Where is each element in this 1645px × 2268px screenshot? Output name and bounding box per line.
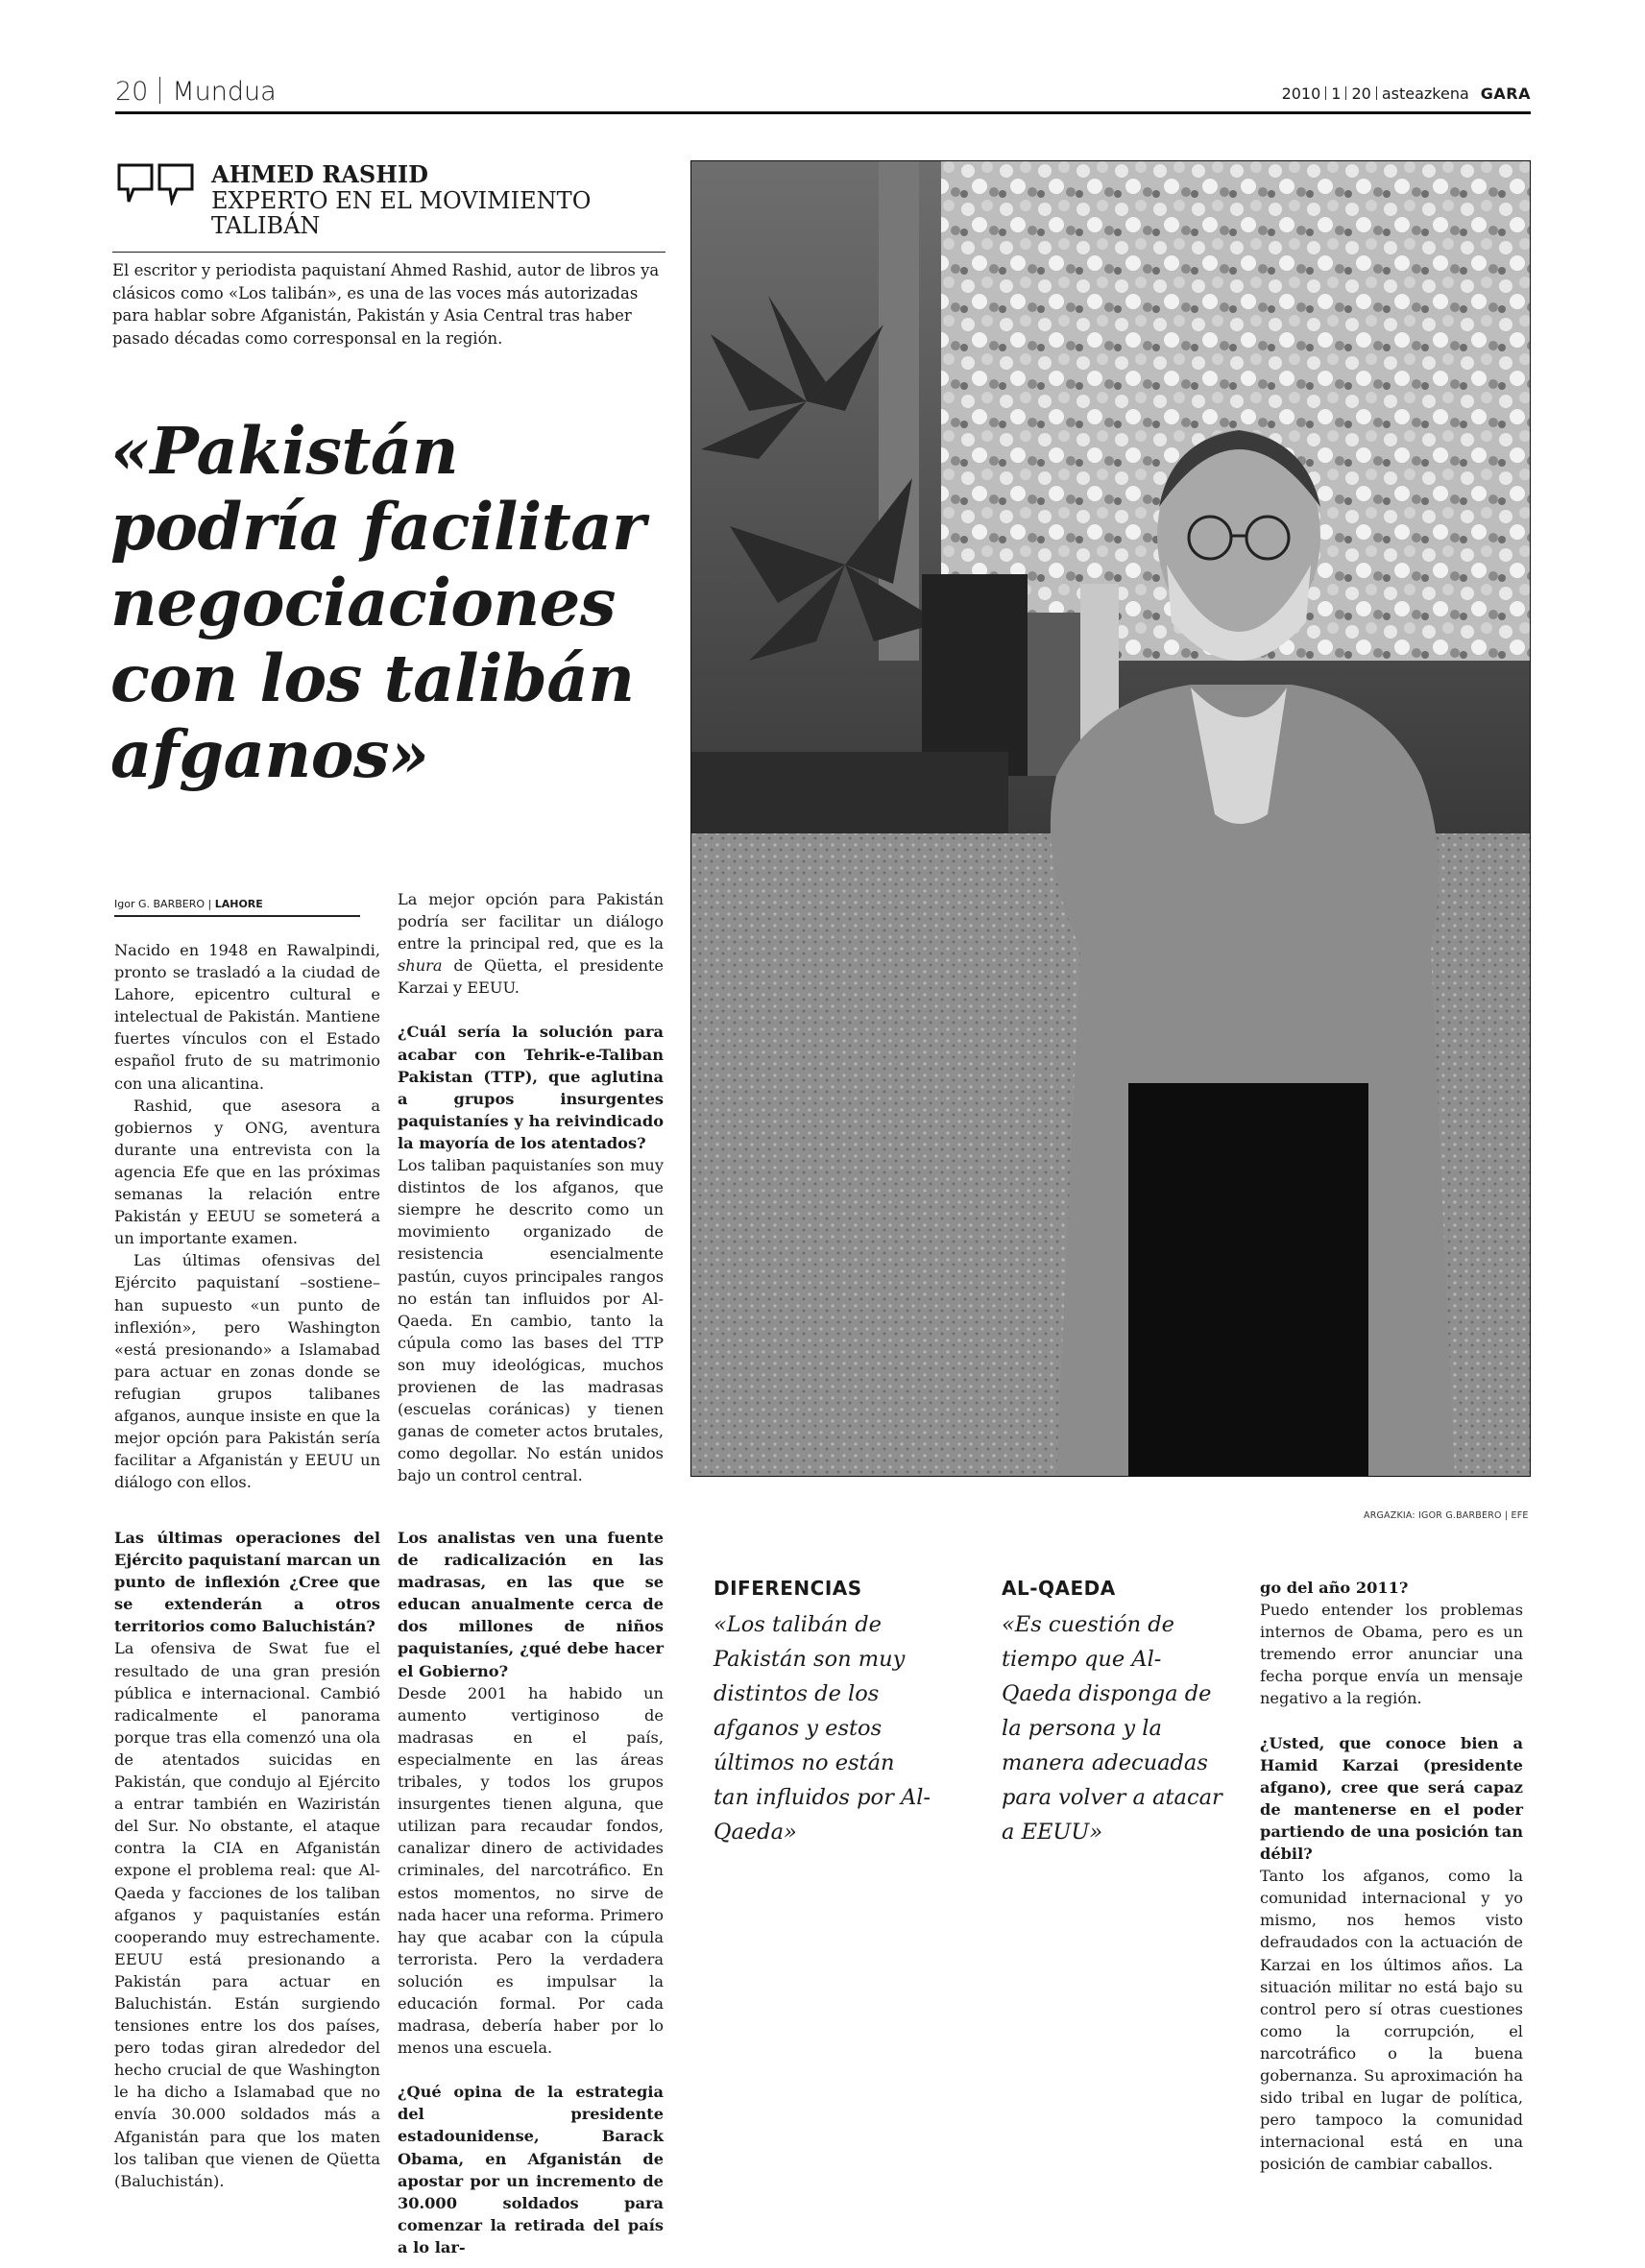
portrait-photo xyxy=(690,160,1531,1477)
interview-answer: Los taliban paquistaníes son muy distintos de los afganos, que siempre he descrito como un movimiento organizado de resistencia esencialmente pastún, cuyos principales rangos no están tan influidos por Al-Qaeda. En cambio, tanto la cúpula como las bases del TTP son muy ideológicas, muchos provienen de las madrasas (escuelas coránicas) y tienen ganas de cometer actos brutales, como degollar. No están unidos bajo un control central. xyxy=(398,1156,664,1485)
interview-question-continued: go del año 2011? xyxy=(1260,1579,1409,1597)
section-label xyxy=(115,77,277,107)
article-paragraph: Nacido en 1948 en Rawalpindi, pronto se trasladó a la ciudad de Lahore, epicentro cultural e intelectual de Pakistán. Mantiene fuertes vínculos con el Estado español fruto de su matrimonio con una alicantina. xyxy=(114,941,380,1093)
interview-question: Las últimas operaciones del Ejército paquistaní marcan un punto de inflexión ¿Cree que se extenderán a otros territorios como Baluchistán? xyxy=(114,1529,380,1636)
interviewee-kicker xyxy=(211,161,663,238)
article-paragraph: La mejor opción para Pakistán podría ser facilitar un diálogo entre la principal red, que es la shura de Qüetta, el presidente Karzai y EEUU. xyxy=(398,890,664,998)
speech-bubbles-icon xyxy=(117,163,196,205)
pull-quote-text: «Es cuestión de tiempo que Al-Qaeda disponga de la persona y la manera adecuadas para volver a atacar a EEUU» xyxy=(1002,1612,1222,1845)
weekday: asteazkena xyxy=(1381,84,1469,103)
pull-quote-text: «Los talibán de Pakistán son muy distintos de los afganos y estos últimos no están tan influidos por Al-Qaeda» xyxy=(714,1612,931,1845)
article-column-1-qa xyxy=(114,1527,380,2192)
article-column-1 xyxy=(114,939,380,1493)
byline-author: Igor G. BARBERO xyxy=(114,898,206,910)
date-day: 20 xyxy=(1351,84,1371,103)
article-column-5 xyxy=(1260,1577,1523,2175)
divider xyxy=(1376,86,1377,100)
interview-question: Los analistas ven una fuente de radicalización en las madrasas, en las que se educan anualmente cerca de dos millones de niños paquistaníes, ¿qué debe hacer el Gobierno? xyxy=(398,1529,664,1680)
pull-quote-diferencias xyxy=(714,1577,934,1849)
interview-question: ¿Qué opina de la estrategia del presidente estadounidense, Barack Obama, en Afganistán de apostar por un incremento de 30.000 soldados para comenzar la retirada del país a lo lar- xyxy=(398,2083,664,2256)
photo-illustration xyxy=(691,161,1531,1477)
interview-answer: Desde 2001 ha habido un aumento vertiginoso de madrasas en el país, especialmente en las áreas tribales, y todos los grupos insurgentes tienen alguna, que utilizan para recaudar fondos, canalizar dinero de actividades criminales, del narcotráfico. En estos momentos, no sirve de nada hacer una reforma. Primero hay que acabar con la cúpula terrorista. Pero la verdadera solución es impulsar la educación formal. Por cada madrasa, debería haber por lo menos una escuela. xyxy=(398,1683,664,2058)
page-number: 20 xyxy=(115,77,149,107)
byline-location: LAHORE xyxy=(214,898,263,910)
interviewee-title: EXPERTO EN EL MOVIMIENTO TALIBÁN xyxy=(211,187,592,239)
interview-answer: Tanto los afganos, como la comunidad internacional y yo mismo, nos hemos visto defraudados con la actuación de Karzai en los últimos años. La situación militar no está bajo su control pero sí otras cuestiones como la corrupción, el narcotráfico o la buena gobernanza. Su aproximación ha sido tribal en lugar de política, pero tampoco la comunidad internacional está en una posición de cambiar caballos. xyxy=(1260,1867,1523,2174)
issue-date xyxy=(1282,84,1531,103)
pull-quote-title: DIFERENCIAS xyxy=(714,1577,862,1600)
publication-logo: GARA xyxy=(1480,84,1531,103)
date-month: 1 xyxy=(1331,84,1342,103)
interviewee-name: AHMED RASHID xyxy=(211,160,428,188)
divider xyxy=(1345,86,1346,100)
emphasis: shura xyxy=(398,956,443,976)
divider xyxy=(1325,86,1326,100)
pull-quote-al-qaeda xyxy=(1002,1577,1222,1849)
divider: | xyxy=(207,898,215,910)
section-name: Mundua xyxy=(172,77,277,107)
intro-rule xyxy=(112,252,665,253)
interview-answer: Puedo entender los problemas internos de Obama, pero es un tremendo error anunciar una fecha porque envía un mensaje negativo a la región. xyxy=(1260,1601,1523,1708)
article-paragraph: Las últimas ofensivas del Ejército paquistaní –sostiene– han supuesto «un punto de inflexión», pero Washington «está presionando» a Islamabad para actuar en zonas donde se refugian grupos talibanes afganos, aunque insiste en que la mejor opción para Pakistán sería facilitar a Afganistán y EEUU un diálogo con ellos. xyxy=(114,1251,380,1492)
article-column-2-qa xyxy=(398,1527,664,2258)
article-paragraph: Rashid, que asesora a gobiernos y ONG, aventura durante una entrevista con la agencia Efe que en las próximas semanas la relación entre Pakistán y EEUU se someterá a un importante examen. xyxy=(114,1096,380,1248)
intro-summary: El escritor y periodista paquistaní Ahmed Rashid, autor de libros ya clásicos como «Los talibán», es una de las voces más autorizadas para hablar sobre Afganistán, Pakistán y Asia Central tras haber pasado décadas como corresponsal en la región. xyxy=(112,261,660,348)
date-year: 2010 xyxy=(1281,84,1321,103)
divider xyxy=(159,77,160,104)
interview-answer: La ofensiva de Swat fue el resultado de una gran presión pública e internacional. Cambió radicalmente el panorama porque tras ella comenzó una ola de atentados suicidas en Pakistán, que condujo al Ejército a entrar también en Waziristán del Sur. No obstante, el ataque contra la CIA en Afganistán expone el problema real: que Al-Qaeda y facciones de los taliban afganos y paquistaníes están cooperando muy estrechamente. EEUU está presionando a Pakistán para actuar en Baluchistán. Están surgiendo tensiones entre los dos países, pero todas giran alrededor del hecho crucial de que Washington le ha dicho a Islamabad que no envía 30.000 soldados más a Afganistán para que los maten los taliban que vienen de Qüetta (Baluchistán). xyxy=(114,1639,380,2190)
pull-quote-title: AL-QAEDA xyxy=(1002,1577,1116,1600)
interview-question: ¿Cuál sería la solución para acabar con Tehrik-e-Taliban Pakistan (TTP), que aglutina a grupos insurgentes paquistaníes y ha reivindicado la mayoría de los atentados? xyxy=(398,1023,664,1152)
interview-question: ¿Usted, que conoce bien a Hamid Karzai (presidente afgano), cree que será capaz de mantenerse en el poder partiendo de una posición tan débil? xyxy=(1260,1733,1523,1864)
byline xyxy=(114,898,360,910)
header-rule xyxy=(115,111,1531,114)
headline: «Pakistán podría facilitar negociaciones con los talibán afganos» xyxy=(110,413,645,792)
byline-rule xyxy=(114,915,360,917)
page-header xyxy=(115,75,1531,113)
photo-credit: ARGAZKIA: IGOR G.BARBERO | EFE xyxy=(1364,1510,1529,1521)
article-column-2 xyxy=(398,888,664,1486)
